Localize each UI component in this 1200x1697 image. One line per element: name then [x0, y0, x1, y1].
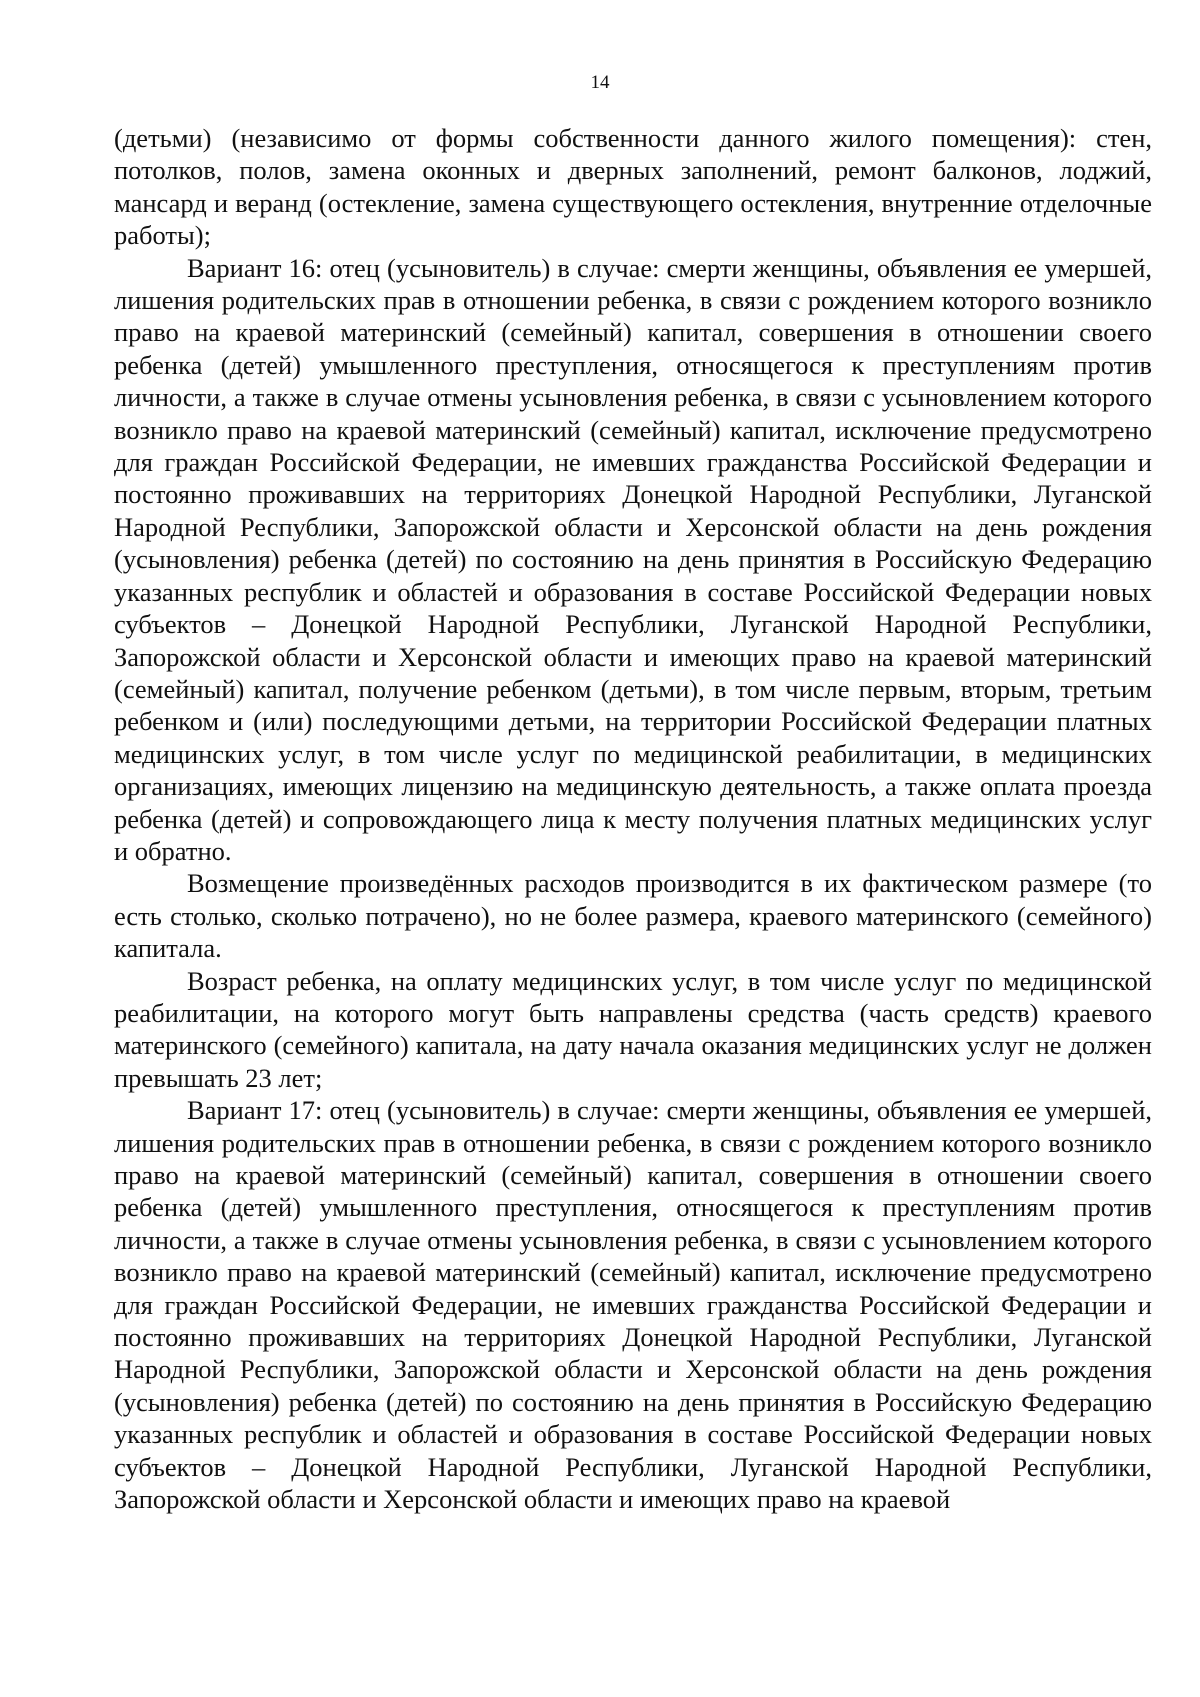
- page-number: 14: [590, 72, 610, 93]
- paragraph-reimbursement: Возмещение произведённых расходов производится в их фактическом размере (то есть столько, сколько потрачено), но не более размера, краевого материнского (семейного) капитала.: [114, 868, 1152, 964]
- paragraph-continuation: (детьми) (независимо от формы собственности данного жилого помещения): стен, потолков, полов, замена оконных и дверных заполнений, ремонт балконов, лоджий, мансард и веранд (остекление, замена существующего остекления, внутренние отделочные работы);: [114, 123, 1152, 251]
- paragraph-child-age: Возраст ребенка, на оплату медицинских услуг, в том числе услуг по медицинской реабилитации, на которого могут быть направлены средства (часть средств) краевого материнского (семейного) капитала, на дату начала оказания медицинских услуг не должен превышать 23 лет;: [114, 965, 1152, 1093]
- paragraph-variant-16: Вариант 16: отец (усыновитель) в случае: смерти женщины, объявления ее умершей, лишения родительских прав в отношении ребенка, в связи с рождением которого возникло право на краевой материнский (семейный) капитал, совершения в отношении своего ребенка (детей) умышленного преступления, относящегося к преступлениям против личности, а также в случае отмены усыновления ребенка, в связи с усыновлением которого возникло право на краевой материнский (семейный) капитал, исключение предусмотрено для граждан Российской Федерации, не имевших гражданства Российской Федерации и постоянно проживавших на территориях Донецкой Народной Республики, Луганской Народной Республики, Запорожской области и Херсонской области на день рождения (усыновления) ребенка (детей) по состоянию на день принятия в Российскую Федерацию указанных республик и областей и образования в составе Российской Федерации новых субъектов – Донецкой Народной Республики, Луганской Народной Республики, Запорожской области и Херсонской области и имеющих право на краевой материнский (семейный) капитал, получение ребенком (детьми), в том числе первым, вторым, третьим ребенком и (или) последующими детьми, на территории Российской Федерации платных медицинских услуг, в том числе услуг по медицинской реабилитации, в медицинских организациях, имеющих лицензию на медицинскую деятельность, а также оплата проезда ребенка (детей) и сопровождающего лица к месту получения платных медицинских услуг и обратно.: [114, 252, 1152, 866]
- paragraph-variant-17: Вариант 17: отец (усыновитель) в случае: смерти женщины, объявления ее умершей, лишения родительских прав в отношении ребенка, в связи с рождением которого возникло право на краевой материнский (семейный) капитал, совершения в отношении своего ребенка (детей) умышленного преступления, относящегося к преступлениям против личности, а также в случае отмены усыновления ребенка, в связи с усыновлением которого возникло право на краевой материнский (семейный) капитал, исключение предусмотрено для граждан Российской Федерации, не имевших гражданства Российской Федерации и постоянно проживавших на территориях Донецкой Народной Республики, Луганской Народной Республики, Запорожской области и Херсонской области на день рождения (усыновления) ребенка (детей) по состоянию на день принятия в Российскую Федерацию указанных республик и областей и образования в составе Российской Федерации новых субъектов – Донецкой Народной Республики, Луганской Народной Республики, Запорожской области и Херсонской области и имеющих право на краевой: [114, 1095, 1152, 1515]
- document-body: [114, 122, 1152, 1515]
